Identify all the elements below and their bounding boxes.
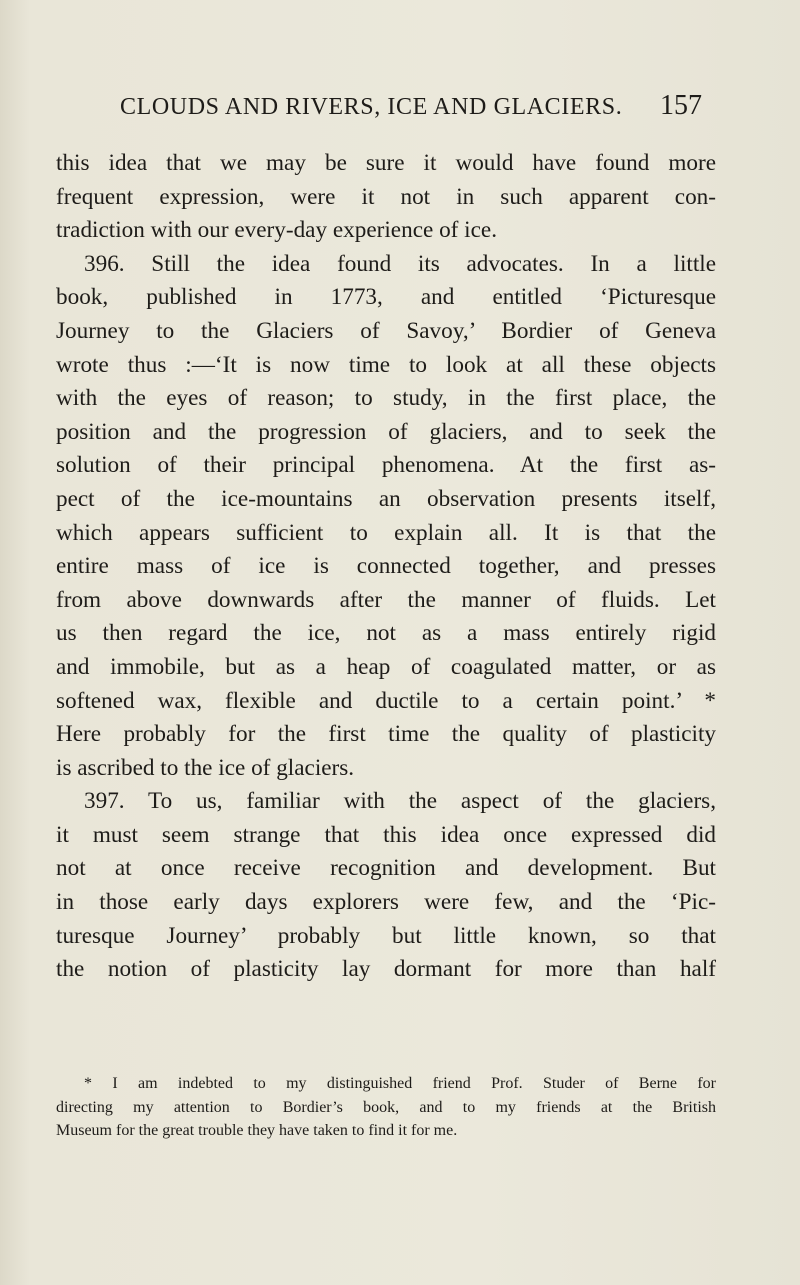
paragraph-396-start: 396. Still the idea found its advocates. In a little [84, 250, 716, 277]
text-line: not at once receive recognition and development. But [56, 855, 716, 882]
footnote [56, 1072, 716, 1143]
text-line: Journey to the Glaciers of Savoy,’ Bordier of Geneva [56, 317, 716, 344]
text-line: position and the progression of glaciers, and to seek the [56, 418, 716, 445]
text-line: tradiction with our every-day experience of ice. [56, 217, 498, 244]
footnote-line: * I am indebted to my distinguished friend Prof. Studer of Berne for [84, 1075, 716, 1092]
text-line: this idea that we may be sure it would have found more [56, 150, 716, 176]
text-line: and immobile, but as a heap of coagulated matter, or as [56, 653, 716, 680]
text-line: in those early days explorers were few, and the ‘Pic- [56, 889, 716, 916]
text-line: us then regard the ice, not as a mass entirely rigid [56, 620, 716, 647]
text-line: turesque Journey’ probably but little known, so that [56, 922, 716, 949]
footnote-line: directing my attention to Bordier’s book, and to my friends at the British [56, 1098, 716, 1116]
body-text [56, 147, 716, 987]
text-line: Here probably for the first time the quality of plasticity [56, 721, 716, 748]
text-line: the notion of plasticity lay dormant for more than half [56, 956, 716, 983]
text-line: is ascribed to the ice of glaciers. [56, 754, 355, 781]
text-line: solution of their principal phenomena. At the first as- [56, 452, 716, 479]
text-line: which appears sufficient to explain all. It is that the [56, 519, 716, 546]
text-line: softened wax, flexible and ductile to a certain point.’ * [56, 687, 716, 714]
text-line: it must seem strange that this idea once expressed did [56, 821, 716, 848]
text-line: from above downwards after the manner of fluids. Let [56, 586, 716, 613]
running-head: CLOUDS AND RIVERS, ICE AND GLACIERS. [120, 94, 623, 120]
page-number: 157 [660, 90, 702, 121]
text-line: entire mass of ice is connected together, and presses [56, 553, 716, 580]
footnote-line: Museum for the great trouble they have taken to find it for me. [56, 1122, 458, 1139]
text-line: wrote thus :—‘It is now time to look at all these objects [56, 351, 716, 378]
text-line: book, published in 1773, and entitled ‘Picturesque [56, 284, 716, 311]
paragraph-397-start: 397. To us, familiar with the aspect of the glaciers, [84, 788, 716, 815]
text-line: with the eyes of reason; to study, in the first place, the [56, 385, 716, 412]
text-line: frequent expression, were it not in such apparent con- [56, 183, 716, 210]
page-header [0, 90, 800, 130]
text-line: pect of the ice-mountains an observation presents itself, [56, 485, 716, 512]
